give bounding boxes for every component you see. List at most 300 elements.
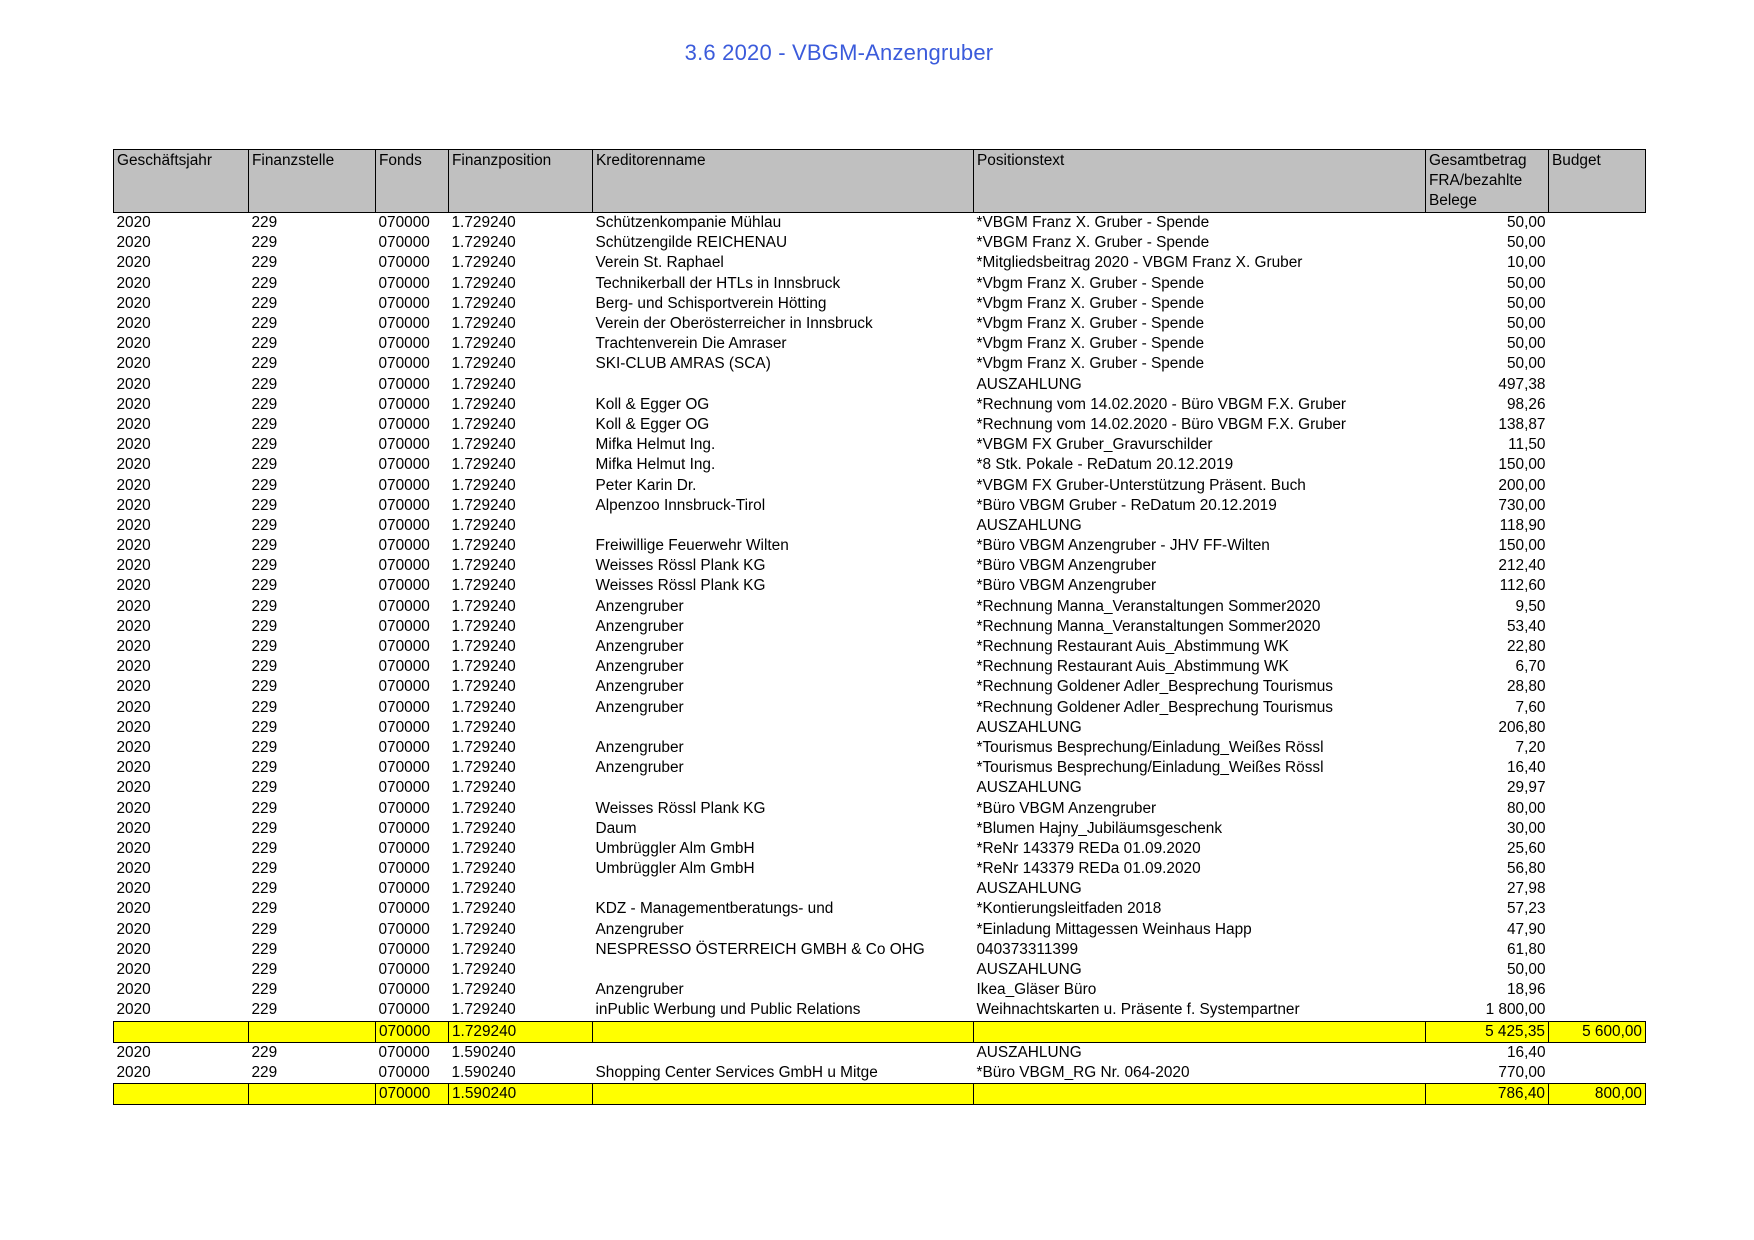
cell-jahr: 2020: [116, 779, 151, 797]
table-row: [114, 536, 1646, 556]
table-row: [114, 556, 1646, 576]
table-row: [114, 516, 1646, 536]
table-row: [114, 576, 1646, 596]
cell-finanzposition: 1.729240: [451, 274, 516, 292]
cell-budget: [1549, 920, 1646, 940]
cell-finanzposition: 1.729240: [451, 436, 516, 454]
cell-jahr: 2020: [116, 617, 151, 635]
cell-finanzposition: 1.590240: [451, 1063, 516, 1081]
cell-finanzstelle: 229: [251, 214, 278, 232]
cell-gesamtbetrag: 112,60: [1499, 577, 1546, 595]
cell-kreditorenname: Anzengruber: [595, 698, 684, 716]
cell-positionstext: *Büro VBGM Anzengruber: [976, 577, 1157, 595]
cell-gesamtbetrag: 18,96: [1506, 981, 1546, 999]
table-row: [114, 1042, 1646, 1063]
cell-positionstext: AUSZAHLUNG: [976, 779, 1082, 797]
cell-finanzposition: 1.729240: [451, 496, 516, 514]
cell-budget: [1549, 758, 1646, 778]
cell-fonds: 070000: [378, 375, 430, 393]
header-positionstext: Positionstext: [974, 150, 1426, 213]
cell-budget: [1549, 1042, 1646, 1063]
cell-kreditorenname: Schützengilde REICHENAU: [595, 234, 788, 252]
cell-kreditorenname: [593, 879, 974, 899]
cell-kreditorenname: Anzengruber: [595, 981, 684, 999]
cell-gesamtbetrag: 61,80: [1506, 940, 1546, 958]
cell-kreditorenname: Anzengruber: [595, 738, 684, 756]
cell-kreditorenname: Verein St. Raphael: [595, 254, 724, 272]
cell-finanzposition: 1.729240: [451, 395, 516, 413]
cell-positionstext: *Büro VBGM Anzengruber: [976, 557, 1157, 575]
cell-finanzposition: 1.729240: [451, 759, 516, 777]
cell-jahr: 2020: [116, 496, 151, 514]
cell-finanzstelle: 229: [251, 920, 278, 938]
cell-finanzstelle: 229: [251, 577, 278, 595]
cell-finanzstelle: 229: [251, 537, 278, 555]
cell-positionstext: AUSZAHLUNG: [976, 516, 1082, 534]
cell-finanzposition: 1.729240: [451, 839, 516, 857]
cell-jahr: 2020: [116, 315, 151, 333]
cell-jahr: 2020: [116, 294, 151, 312]
cell-fonds: 070000: [378, 698, 430, 716]
cell-kreditorenname: Anzengruber: [595, 617, 684, 635]
cell-fonds: 070000: [378, 294, 430, 312]
cell-fonds: 070000: [378, 738, 430, 756]
cell-fonds: 070000: [378, 476, 430, 494]
cell-finanzposition: 1.729240: [449, 1021, 593, 1042]
cell-kreditorenname: Anzengruber: [595, 678, 684, 696]
cell-finanzposition: 1.729240: [451, 940, 516, 958]
cell-jahr: 2020: [116, 981, 151, 999]
cell-fonds: 070000: [378, 961, 430, 979]
cell-kreditorenname: Weisses Rössl Plank KG: [595, 799, 766, 817]
cell-budget: [1549, 375, 1646, 395]
cell-fonds: 070000: [378, 577, 430, 595]
table-row: [114, 839, 1646, 859]
cell-positionstext: *Kontierungsleitfaden 2018: [976, 900, 1162, 918]
cell-positionstext: *VBGM FX Gruber-Unterstützung Präsent. Buch: [976, 476, 1306, 494]
cell-jahr: 2020: [116, 678, 151, 696]
cell-jahr: 2020: [116, 375, 151, 393]
cell-budget: [1549, 253, 1646, 273]
cell-gesamtbetrag: 1 800,00: [1485, 1001, 1546, 1019]
table-body: [114, 213, 1646, 1105]
cell-jahr: 2020: [116, 214, 151, 232]
cell-jahr: 2020: [116, 961, 151, 979]
cell-positionstext: *ReNr 143379 REDa 01.09.2020: [976, 839, 1201, 857]
cell-finanzstelle: 229: [251, 254, 278, 272]
cell-gesamtbetrag: 22,80: [1506, 638, 1546, 656]
cell-positionstext: *Büro VBGM Gruber - ReDatum 20.12.2019: [976, 496, 1277, 514]
cell-finanzposition: 1.729240: [451, 214, 516, 232]
cell-kreditorenname: Alpenzoo Innsbruck-Tirol: [595, 496, 766, 514]
cell-finanzstelle: 229: [251, 1001, 278, 1019]
cell-fonds: 070000: [376, 1021, 449, 1042]
cell-finanzposition: 1.729240: [451, 961, 516, 979]
cell-budget: [1549, 1000, 1646, 1021]
cell-fonds: 070000: [378, 214, 430, 232]
cell-kreditorenname: Weisses Rössl Plank KG: [595, 557, 766, 575]
cell-fonds: 070000: [378, 658, 430, 676]
table-row: [114, 395, 1646, 415]
subtotal-row: [114, 1084, 1646, 1105]
cell-finanzposition: 1.729240: [451, 698, 516, 716]
cell-finanzstelle: 229: [251, 678, 278, 696]
cell-gesamtbetrag: 56,80: [1506, 860, 1546, 878]
cell-gesamtbetrag: 6,70: [1515, 658, 1546, 676]
cell-kreditorenname: Technikerball der HTLs in Innsbruck: [595, 274, 841, 292]
cell-gesamtbetrag: 497,38: [1498, 375, 1546, 393]
cell-finanzstelle: 229: [251, 860, 278, 878]
page-title: 3.6 2020 - VBGM-Anzengruber: [684, 40, 994, 65]
cell-kreditorenname: [593, 516, 974, 536]
cell-fonds: 070000: [378, 638, 430, 656]
cell-finanzposition: 1.729240: [451, 254, 516, 272]
cell-gesamtbetrag: 206,80: [1498, 718, 1546, 736]
cell-gesamtbetrag: 10,00: [1506, 254, 1546, 272]
cell-finanzposition: 1.729240: [451, 779, 516, 797]
table-row: [114, 475, 1646, 495]
cell-fonds: 070000: [378, 880, 430, 898]
cell-finanzstelle: 229: [251, 880, 278, 898]
subtotal-row: [114, 1021, 1646, 1042]
cell-fonds: 070000: [378, 839, 430, 857]
cell-finanzstelle: 229: [251, 456, 278, 474]
cell-jahr: 2020: [116, 698, 151, 716]
cell-gesamtbetrag: 29,97: [1506, 779, 1546, 797]
cell-positionstext: *Rechnung vom 14.02.2020 - Büro VBGM F.X. Gruber: [976, 395, 1347, 413]
cell-positionstext: *Blumen Hajny_Jubiläumsgeschenk: [976, 819, 1223, 837]
table-row: [114, 980, 1646, 1000]
cell-budget: [1549, 1063, 1646, 1084]
cell-gesamtbetrag: 98,26: [1506, 395, 1546, 413]
cell-gesamtbetrag: 27,98: [1506, 880, 1546, 898]
cell-kreditorenname: Anzengruber: [595, 597, 684, 615]
table-row: [114, 253, 1646, 273]
cell-positionstext: *Rechnung vom 14.02.2020 - Büro VBGM F.X. Gruber: [976, 415, 1347, 433]
cell-budget: [1549, 556, 1646, 576]
cell-positionstext: *Rechnung Restaurant Auis_Abstimmung WK: [976, 638, 1289, 656]
cell-positionstext: *Büro VBGM Anzengruber: [976, 799, 1157, 817]
cell-jahr: 2020: [116, 1001, 151, 1019]
cell-positionstext: Weihnachtskarten u. Präsente f. Systempartner: [976, 1001, 1300, 1019]
cell-fonds: 070000: [378, 597, 430, 615]
cell-jahr: 2020: [116, 839, 151, 857]
cell-finanzposition: 1.729240: [451, 516, 516, 534]
cell-finanzposition: 1.729240: [451, 597, 516, 615]
cell-budget: [1549, 859, 1646, 879]
cell-gesamtbetrag: 150,00: [1498, 537, 1546, 555]
cell-kreditorenname: Daum: [595, 819, 637, 837]
cell-kreditorenname: Shopping Center Services GmbH u Mitge: [595, 1063, 878, 1081]
cell-fonds: 070000: [378, 254, 430, 272]
cell-finanzstelle: 229: [251, 516, 278, 534]
cell-budget: [1549, 274, 1646, 294]
cell-finanzstelle: 229: [251, 698, 278, 716]
cell-budget: [1549, 576, 1646, 596]
cell-jahr: 2020: [116, 1063, 151, 1081]
cell-jahr: 2020: [116, 799, 151, 817]
cell-jahr: [114, 1084, 249, 1105]
cell-jahr: 2020: [116, 456, 151, 474]
cell-budget: [1549, 213, 1646, 234]
cell-gesamtbetrag: 50,00: [1506, 961, 1546, 979]
cell-kreditorenname: Freiwillige Feuerwehr Wilten: [595, 537, 789, 555]
table-row: [114, 415, 1646, 435]
cell-kreditorenname: [593, 1084, 974, 1105]
cell-finanzstelle: 229: [251, 759, 278, 777]
cell-fonds: 070000: [378, 415, 430, 433]
cell-budget: [1549, 314, 1646, 334]
table-row: [114, 496, 1646, 516]
cell-kreditorenname: Mifka Helmut Ing.: [595, 456, 716, 474]
cell-positionstext: [974, 1021, 1426, 1042]
cell-positionstext: *Vbgm Franz X. Gruber - Spende: [976, 335, 1205, 353]
cell-finanzstelle: [249, 1021, 376, 1042]
header-kreditorenname: Kreditorenname: [593, 150, 974, 213]
cell-finanzstelle: 229: [251, 436, 278, 454]
cell-finanzposition: 1.729240: [451, 880, 516, 898]
cell-finanzposition: 1.729240: [451, 315, 516, 333]
header-fonds: Fonds: [376, 150, 449, 213]
cell-gesamtbetrag: 9,50: [1515, 597, 1546, 615]
cell-finanzposition: 1.729240: [451, 738, 516, 756]
cell-finanzstelle: 229: [251, 900, 278, 918]
cell-gesamtbetrag: 138,87: [1498, 415, 1546, 433]
cell-fonds: 070000: [378, 1063, 430, 1081]
cell-fonds: 070000: [378, 819, 430, 837]
cell-budget: [1549, 819, 1646, 839]
cell-jahr: 2020: [116, 557, 151, 575]
cell-finanzposition: 1.729240: [451, 456, 516, 474]
table-row: [114, 677, 1646, 697]
cell-fonds: 070000: [378, 315, 430, 333]
cell-finanzposition: 1.729240: [451, 638, 516, 656]
cell-budget: [1549, 677, 1646, 697]
cell-finanzposition: 1.729240: [451, 860, 516, 878]
cell-fonds: 070000: [378, 900, 430, 918]
table-row: [114, 294, 1646, 314]
cell-finanzstelle: 229: [251, 415, 278, 433]
cell-kreditorenname: Umbrüggler Alm GmbH: [595, 860, 755, 878]
cell-budget: [1549, 435, 1646, 455]
cell-finanzstelle: 229: [251, 940, 278, 958]
cell-finanzstelle: 229: [251, 1063, 278, 1081]
cell-gesamtbetrag: 5 425,35: [1426, 1021, 1549, 1042]
cell-positionstext: AUSZAHLUNG: [976, 961, 1082, 979]
cell-jahr: 2020: [116, 516, 151, 534]
table-row: [114, 899, 1646, 919]
cell-positionstext: *Büro VBGM_RG Nr. 064-2020: [976, 1063, 1190, 1081]
cell-gesamtbetrag: 50,00: [1506, 335, 1546, 353]
table-row: [114, 758, 1646, 778]
table-row: [114, 375, 1646, 395]
cell-positionstext: *Vbgm Franz X. Gruber - Spende: [976, 274, 1205, 292]
cell-positionstext: *Rechnung Goldener Adler_Besprechung Tourismus: [976, 678, 1333, 696]
cell-gesamtbetrag: 7,20: [1515, 738, 1546, 756]
table-row: [114, 435, 1646, 455]
cell-kreditorenname: Anzengruber: [595, 759, 684, 777]
cell-kreditorenname: Koll & Egger OG: [595, 395, 710, 413]
cell-finanzstelle: 229: [251, 799, 278, 817]
cell-fonds: 070000: [376, 1084, 449, 1105]
cell-budget: [1549, 455, 1646, 475]
cell-kreditorenname: Peter Karin Dr.: [595, 476, 697, 494]
cell-fonds: 070000: [378, 436, 430, 454]
cell-gesamtbetrag: 16,40: [1506, 759, 1546, 777]
cell-kreditorenname: Anzengruber: [595, 920, 684, 938]
cell-gesamtbetrag: 50,00: [1506, 274, 1546, 292]
cell-finanzstelle: 229: [251, 617, 278, 635]
cell-fonds: 070000: [378, 496, 430, 514]
cell-finanzstelle: 229: [251, 738, 278, 756]
cell-jahr: 2020: [116, 335, 151, 353]
cell-budget: [1549, 738, 1646, 758]
table-row: [114, 859, 1646, 879]
cell-positionstext: AUSZAHLUNG: [976, 718, 1082, 736]
cell-budget: [1549, 778, 1646, 798]
cell-kreditorenname: [593, 1021, 974, 1042]
table-row: [114, 213, 1646, 234]
table-row: [114, 1000, 1646, 1021]
cell-finanzstelle: 229: [251, 315, 278, 333]
cell-gesamtbetrag: 11,50: [1508, 436, 1546, 454]
cell-budget: 5 600,00: [1549, 1021, 1646, 1042]
cell-jahr: 2020: [116, 940, 151, 958]
cell-finanzstelle: 229: [251, 395, 278, 413]
table-row: [114, 798, 1646, 818]
cell-fonds: 070000: [378, 981, 430, 999]
cell-jahr: 2020: [116, 537, 151, 555]
cell-budget: [1549, 960, 1646, 980]
cell-finanzposition: 1.729240: [451, 819, 516, 837]
cell-positionstext: *VBGM FX Gruber_Gravurschilder: [976, 436, 1213, 454]
cell-finanzstelle: 229: [251, 638, 278, 656]
cell-jahr: 2020: [116, 274, 151, 292]
cell-budget: [1549, 879, 1646, 899]
cell-positionstext: *Rechnung Manna_Veranstaltungen Sommer2020: [976, 617, 1321, 635]
cell-positionstext: *Rechnung Goldener Adler_Besprechung Tourismus: [976, 698, 1333, 716]
cell-budget: [1549, 839, 1646, 859]
cell-jahr: 2020: [116, 234, 151, 252]
cell-budget: [1549, 294, 1646, 314]
cell-gesamtbetrag: 50,00: [1506, 355, 1546, 373]
table-row: [114, 698, 1646, 718]
cell-kreditorenname: KDZ - Managementberatungs- und: [595, 900, 834, 918]
header-gesamtbetrag: Gesamtbetrag FRA/bezahlte Belege: [1426, 150, 1549, 213]
cell-gesamtbetrag: 28,80: [1506, 678, 1546, 696]
cell-gesamtbetrag: 50,00: [1506, 315, 1546, 333]
table-row: [114, 960, 1646, 980]
cell-finanzposition: 1.729240: [451, 920, 516, 938]
cell-jahr: 2020: [116, 395, 151, 413]
cell-finanzposition: 1.729240: [451, 234, 516, 252]
cell-budget: [1549, 415, 1646, 435]
table-header-row: [114, 150, 1646, 213]
cell-jahr: 2020: [116, 597, 151, 615]
cell-finanzposition: 1.729240: [451, 1001, 516, 1019]
cell-gesamtbetrag: 212,40: [1498, 557, 1546, 575]
cell-finanzposition: 1.729240: [451, 900, 516, 918]
cell-finanzstelle: 229: [251, 779, 278, 797]
cell-budget: [1549, 617, 1646, 637]
cell-budget: [1549, 940, 1646, 960]
cell-gesamtbetrag: 25,60: [1506, 839, 1546, 857]
cell-finanzposition: 1.729240: [451, 658, 516, 676]
cell-positionstext: 040373311399: [976, 940, 1079, 958]
cell-jahr: 2020: [116, 860, 151, 878]
cell-gesamtbetrag: 80,00: [1506, 799, 1546, 817]
table-row: [114, 718, 1646, 738]
cell-budget: [1549, 233, 1646, 253]
cell-positionstext: AUSZAHLUNG: [976, 375, 1082, 393]
cell-jahr: [114, 1021, 249, 1042]
cell-budget: [1549, 334, 1646, 354]
cell-positionstext: *Rechnung Restaurant Auis_Abstimmung WK: [976, 658, 1289, 676]
table-row: [114, 233, 1646, 253]
cell-jahr: 2020: [116, 355, 151, 373]
cell-kreditorenname: Berg- und Schisportverein Hötting: [595, 294, 827, 312]
cell-positionstext: *Tourismus Besprechung/Einladung_Weißes Rössl: [976, 759, 1324, 777]
cell-fonds: 070000: [378, 355, 430, 373]
cell-jahr: 2020: [116, 900, 151, 918]
cell-finanzposition: 1.729240: [451, 799, 516, 817]
table-row: [114, 879, 1646, 899]
cell-finanzstelle: 229: [251, 274, 278, 292]
cell-positionstext: *Vbgm Franz X. Gruber - Spende: [976, 355, 1205, 373]
cell-kreditorenname: Koll & Egger OG: [595, 415, 710, 433]
cell-jahr: 2020: [116, 759, 151, 777]
cell-kreditorenname: Weisses Rössl Plank KG: [595, 577, 766, 595]
cell-gesamtbetrag: 50,00: [1506, 214, 1546, 232]
cell-positionstext: *Rechnung Manna_Veranstaltungen Sommer2020: [976, 597, 1321, 615]
cell-positionstext: *Tourismus Besprechung/Einladung_Weißes Rössl: [976, 738, 1324, 756]
cell-positionstext: AUSZAHLUNG: [976, 880, 1082, 898]
table-row: [114, 314, 1646, 334]
cell-budget: [1549, 536, 1646, 556]
cell-finanzposition: 1.729240: [451, 557, 516, 575]
header-finanzstelle: Finanzstelle: [249, 150, 376, 213]
cell-positionstext: *VBGM Franz X. Gruber - Spende: [976, 214, 1210, 232]
cell-finanzposition: 1.729240: [451, 476, 516, 494]
cell-gesamtbetrag: 730,00: [1498, 496, 1546, 514]
cell-finanzstelle: 229: [251, 375, 278, 393]
cell-fonds: 070000: [378, 395, 430, 413]
cell-jahr: 2020: [116, 819, 151, 837]
cell-kreditorenname: [593, 718, 974, 738]
cell-kreditorenname: Umbrüggler Alm GmbH: [595, 839, 755, 857]
cell-finanzposition: 1.729240: [451, 718, 516, 736]
cell-kreditorenname: Trachtenverein Die Amraser: [595, 335, 787, 353]
table-row: [114, 657, 1646, 677]
cell-positionstext: *ReNr 143379 REDa 01.09.2020: [976, 860, 1201, 878]
cell-fonds: 070000: [378, 274, 430, 292]
expense-table: [113, 149, 1646, 1105]
cell-positionstext: [974, 1084, 1426, 1105]
cell-positionstext: *Einladung Mittagessen Weinhaus Happ: [976, 920, 1252, 938]
cell-jahr: 2020: [116, 577, 151, 595]
cell-kreditorenname: inPublic Werbung und Public Relations: [595, 1001, 861, 1019]
cell-gesamtbetrag: 53,40: [1506, 617, 1546, 635]
cell-kreditorenname: Anzengruber: [595, 638, 684, 656]
header-budget: Budget: [1549, 150, 1646, 213]
cell-kreditorenname: Verein der Oberösterreicher in Innsbruck: [595, 315, 873, 333]
cell-positionstext: Ikea_Gläser Büro: [976, 981, 1097, 999]
cell-jahr: 2020: [116, 658, 151, 676]
cell-finanzposition: 1.590240: [449, 1084, 593, 1105]
cell-finanzstelle: 229: [251, 355, 278, 373]
cell-kreditorenname: Mifka Helmut Ing.: [595, 436, 716, 454]
cell-gesamtbetrag: 57,23: [1506, 900, 1546, 918]
